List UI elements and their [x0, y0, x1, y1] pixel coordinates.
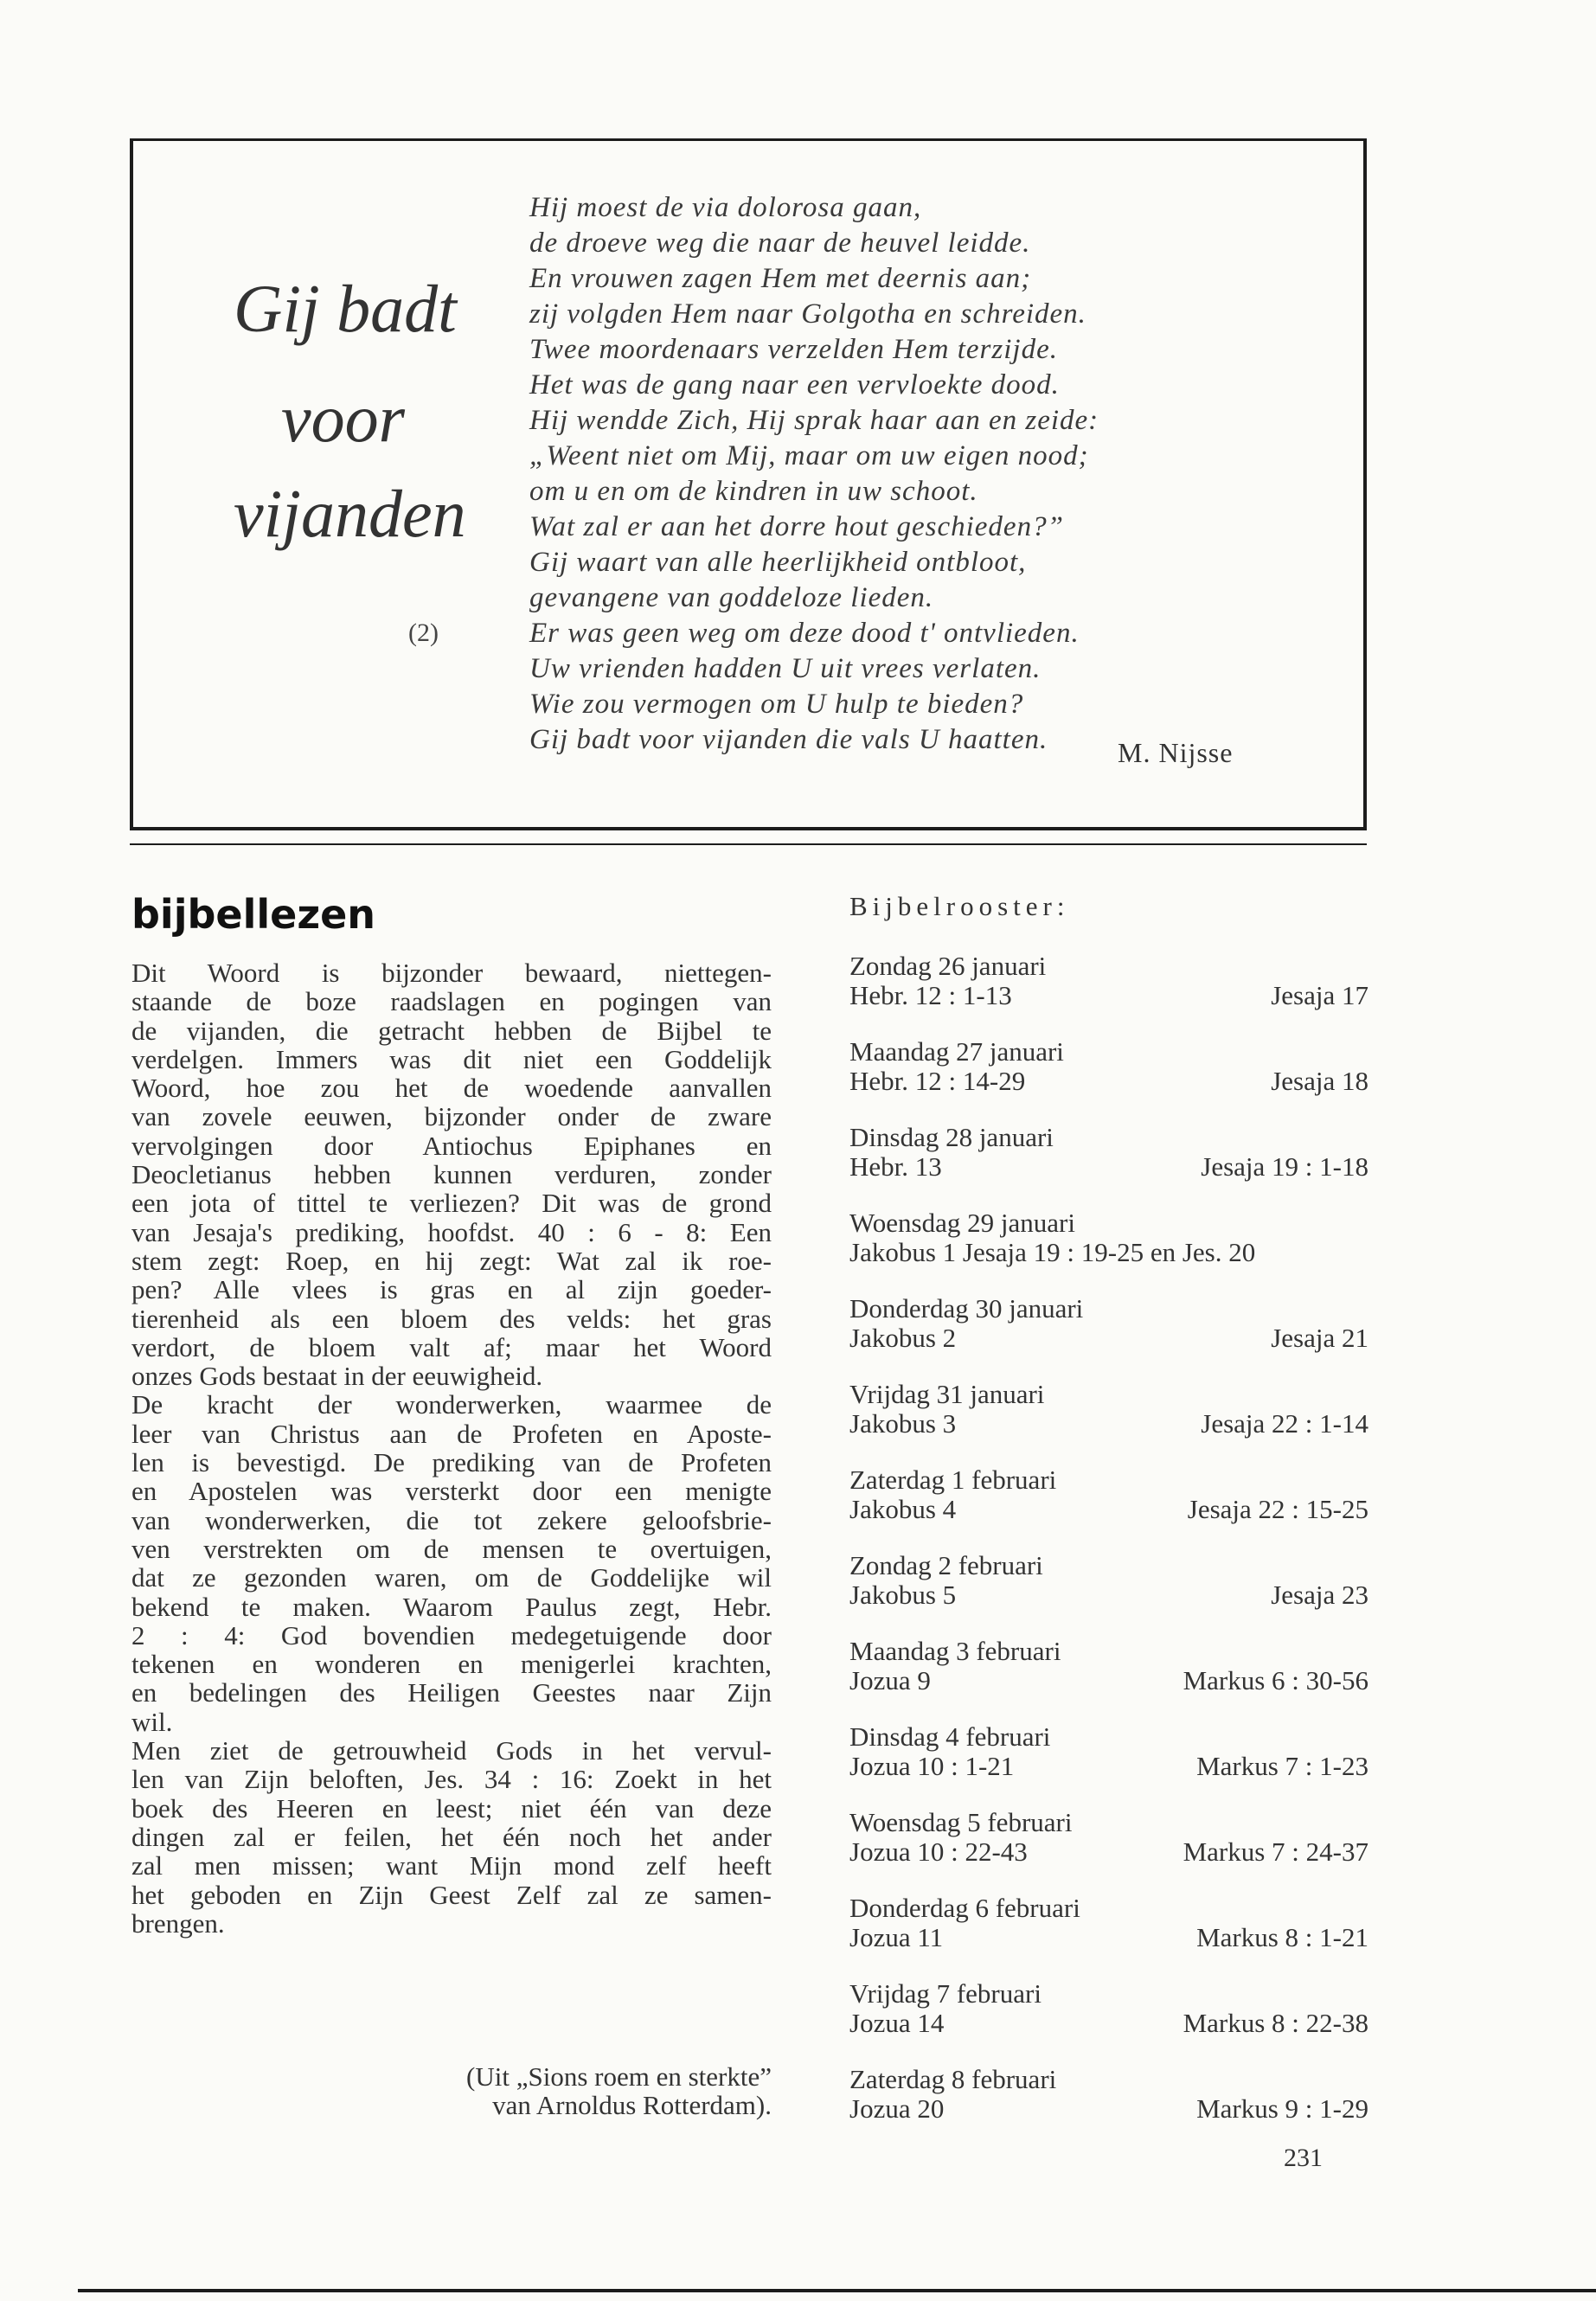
schedule-readings	[849, 1495, 1368, 1524]
poem-line: Het was de gang naar een vervloekte dood.	[529, 369, 1060, 401]
schedule-readings	[849, 981, 1368, 1010]
article-line: een jota of tittel te verliezen? Dit was de grond	[131, 1188, 772, 1219]
poem-line: Wat zal er aan het dorre hout geschieden?”	[529, 511, 1064, 542]
poem-line: Hij moest de via dolorosa gaan,	[529, 192, 922, 223]
schedule-day: Zondag 26 januari	[849, 951, 1047, 981]
poem-line: gevangene van goddeloze lieden.	[529, 582, 934, 613]
schedule-entry	[849, 1894, 1368, 1979]
article-line: Dit Woord is bijzonder bewaard, niettegen-	[131, 958, 772, 988]
poem-line: Hij wendde Zich, Hij sprak haar aan en zeide:	[529, 405, 1099, 436]
reading-left: Jozua 9	[849, 1665, 931, 1695]
article-line: De kracht der wonderwerken, waarmee de	[131, 1389, 772, 1420]
schedule-entry	[849, 1294, 1368, 1380]
reading-left: Jozua 11	[849, 1922, 944, 1952]
reading-left: Jakobus 4	[849, 1494, 957, 1524]
schedule-entry	[849, 1465, 1368, 1551]
page-number: 231	[1284, 2144, 1323, 2172]
reading-right: Markus 7 : 1-23	[1196, 1751, 1368, 1781]
schedule-readings	[849, 1324, 1368, 1353]
schedule-day: Zondag 2 februari	[849, 1550, 1043, 1580]
reading-right: Jesaja 17	[1271, 980, 1368, 1010]
schedule-day: Woensdag 29 januari	[849, 1208, 1075, 1238]
schedule-day: Zaterdag 1 februari	[849, 1465, 1057, 1495]
article-line: leer van Christus aan de Profeten en Aposte-	[131, 1418, 772, 1449]
article-line: Woord, hoe zou het de woedende aanvallen	[131, 1073, 772, 1104]
reading-right: Jesaja 22 : 1-14	[1201, 1408, 1368, 1439]
poem-title-line-2: voor	[281, 381, 405, 456]
reading-right: Jesaja 19 : 1-18	[1201, 1151, 1368, 1182]
poem-line: om u en om de kindren in uw schoot.	[529, 476, 978, 507]
poem-title-line-3: vijanden	[234, 476, 466, 551]
poem-line: Uw vrienden hadden U uit vrees verlaten.	[529, 653, 1042, 684]
reading-right: Jesaja 22 : 15-25	[1187, 1494, 1368, 1524]
schedule-entry	[849, 1037, 1368, 1123]
article-line: Men ziet de getrouwheid Gods in het vervul-	[131, 1735, 772, 1766]
schedule-readings	[849, 2009, 1368, 2038]
article-line: het geboden en Zijn Geest Zelf zal ze samen-	[131, 1879, 772, 1910]
article-line: vervolgingen door Antiochus Epiphanes en	[131, 1130, 772, 1161]
separator-rule	[130, 843, 1367, 845]
reading-right: Markus 6 : 30-56	[1183, 1665, 1368, 1695]
article-line: Deocletianus hebben kunnen verduren, zonder	[131, 1159, 772, 1190]
poem-line: Wie zou vermogen om U hulp te bieden?	[529, 689, 1024, 720]
article-line: en Apostelen was versterkt door een menigte	[131, 1476, 772, 1507]
article-line: zal men missen; want Mijn mond zelf heeft	[131, 1850, 772, 1881]
schedule-entry	[849, 1637, 1368, 1722]
article-line: wil.	[131, 1706, 173, 1737]
schedule-day: Maandag 3 februari	[849, 1636, 1061, 1666]
schedule-day: Dinsdag 4 februari	[849, 1721, 1051, 1752]
reading-left: Jakobus 3	[849, 1408, 957, 1439]
reading-left: Jozua 20	[849, 2093, 945, 2124]
schedule-entry	[849, 1551, 1368, 1637]
poem-author: M. Nijsse	[1118, 737, 1234, 768]
schedule-entry	[849, 1722, 1368, 1808]
article-line: stem zegt: Roep, en hij zegt: Wat zal ik roe-	[131, 1245, 772, 1276]
article-line: len van Zijn beloften, Jes. 34 : 16: Zoekt in het	[131, 1764, 772, 1795]
article-body	[131, 958, 772, 1938]
reading-right: Markus 9 : 1-29	[1196, 2093, 1368, 2124]
reading-right: Markus 8 : 1-21	[1196, 1922, 1368, 1952]
reading-right: Jesaja 21	[1271, 1323, 1368, 1353]
article-line: verdort, de bloem valt af; maar het Woord	[131, 1331, 772, 1362]
poem-line: Er was geen weg om deze dood t' ontvlieden.	[529, 618, 1080, 649]
schedule-entry	[849, 1979, 1368, 2065]
article-line: len is bevestigd. De prediking van de Profeten	[131, 1447, 772, 1478]
article-line: onzes Gods bestaat in der eeuwigheid.	[131, 1361, 543, 1392]
article-source	[131, 2062, 772, 2119]
reading-right: Jesaja 23	[1271, 1580, 1368, 1610]
source-line: (Uit „Sions roem en sterkte”	[466, 2061, 772, 2092]
poem-line: Gij badt voor vijanden die vals U haatten.	[529, 724, 1048, 755]
article-line: dingen zal er feilen, het één noch het ander	[131, 1821, 772, 1852]
reading-right: Markus 7 : 24-37	[1183, 1836, 1368, 1867]
article-line: en bedelingen des Heiligen Geestes naar Zijn	[131, 1677, 772, 1708]
poem-text	[529, 190, 1360, 758]
bottom-rule	[78, 2289, 1596, 2292]
schedule-readings	[849, 1752, 1368, 1781]
reading-left: Jozua 10 : 22-43	[849, 1836, 1028, 1867]
reading-right: Jesaja 18	[1271, 1066, 1368, 1096]
poem-line: En vrouwen zagen Hem met deernis aan;	[529, 263, 1032, 294]
poem-line: Twee moordenaars verzelden Hem terzijde.	[529, 334, 1058, 365]
schedule-readings	[849, 1923, 1368, 1952]
poem-line: zij volgden Hem naar Golgotha en schreiden.	[529, 298, 1086, 330]
article-line: boek des Heeren en leest; niet één van deze	[131, 1792, 772, 1823]
article-line: van zovele eeuwen, bijzonder onder de zware	[131, 1101, 772, 1132]
reading-left: Hebr. 12 : 14-29	[849, 1066, 1026, 1096]
schedule-day: Vrijdag 7 februari	[849, 1978, 1042, 2009]
article-line: verdelgen. Immers was dit niet een Goddelijk	[131, 1043, 772, 1074]
article-line: dat ze gezonden waren, om de Goddelijke wil	[131, 1562, 772, 1593]
schedule-heading: Bijbelrooster:	[849, 891, 1070, 921]
schedule-day: Zaterdag 8 februari	[849, 2064, 1057, 2094]
bible-schedule	[849, 891, 1368, 2150]
schedule-day: Donderdag 6 februari	[849, 1893, 1080, 1923]
reading-left: Jakobus 5	[849, 1580, 957, 1610]
article-line: van wonderwerken, die tot zekere geloofsbrie-	[131, 1504, 772, 1535]
schedule-readings	[849, 1067, 1368, 1096]
schedule-entry	[849, 1380, 1368, 1465]
article-line: tekenen en wonderen en menigerlei krachten,	[131, 1649, 772, 1680]
reading-left: Jozua 10 : 1-21	[849, 1751, 1015, 1781]
reading-left: Hebr. 13	[849, 1151, 942, 1182]
article-line: ven verstrekten om de mensen te overtuigen,	[131, 1533, 772, 1564]
schedule-readings	[849, 1238, 1368, 1267]
schedule-day: Vrijdag 31 januari	[849, 1379, 1045, 1409]
poem-title-line-1: Gij badt	[234, 271, 457, 346]
schedule-entry	[849, 1208, 1368, 1294]
schedule-readings	[849, 1837, 1368, 1867]
schedule-day: Woensdag 5 februari	[849, 1807, 1073, 1837]
reading-right: Markus 8 : 22-38	[1183, 2008, 1368, 2038]
article-line: brengen.	[131, 1907, 225, 1939]
poem-number: (2)	[408, 619, 439, 647]
source-line: van Arnoldus Rotterdam).	[492, 2090, 772, 2120]
poem-line: „Weent niet om Mij, maar om uw eigen nood;	[529, 440, 1089, 471]
schedule-readings	[849, 1152, 1368, 1182]
schedule-day: Maandag 27 januari	[849, 1036, 1064, 1067]
schedule-entry	[849, 1808, 1368, 1894]
article-line: van Jesaja's prediking, hoofdst. 40 : 6 - 8: Een	[131, 1216, 772, 1247]
reading-left: Hebr. 12 : 1-13	[849, 980, 1012, 1010]
schedule-readings	[849, 1666, 1368, 1695]
schedule-entry	[849, 2065, 1368, 2150]
schedule-readings	[849, 1580, 1368, 1610]
article-line: tierenheid als een bloem des velds: het gras	[131, 1303, 772, 1334]
reading-left: Jakobus 2	[849, 1323, 957, 1353]
poem-line: Gij waart van alle heerlijkheid ontbloot,	[529, 547, 1027, 578]
article-line: de vijanden, die getracht hebben de Bijbel te	[131, 1015, 772, 1046]
schedule-entry	[849, 952, 1368, 1037]
article-line: pen? Alle vlees is gras en al zijn goeder-	[131, 1274, 772, 1305]
article-line: 2 : 4: God bovendien medegetuigende door	[131, 1619, 772, 1650]
article-line: staande de boze raadslagen en pogingen van	[131, 986, 772, 1017]
reading-left: Jozua 14	[849, 2008, 945, 2038]
article-line: bekend te maken. Waarom Paulus zegt, Hebr.	[131, 1591, 772, 1622]
schedule-readings	[849, 2094, 1368, 2124]
schedule-day: Dinsdag 28 januari	[849, 1122, 1054, 1152]
section-title: bijbellezen	[131, 891, 376, 938]
reading-left: Jakobus 1 Jesaja 19 : 19-25 en Jes. 20	[849, 1237, 1256, 1267]
poem-line: de droeve weg die naar de heuvel leidde.	[529, 228, 1031, 259]
schedule-day: Donderdag 30 januari	[849, 1293, 1084, 1324]
schedule-readings	[849, 1409, 1368, 1439]
schedule-entry	[849, 1123, 1368, 1208]
